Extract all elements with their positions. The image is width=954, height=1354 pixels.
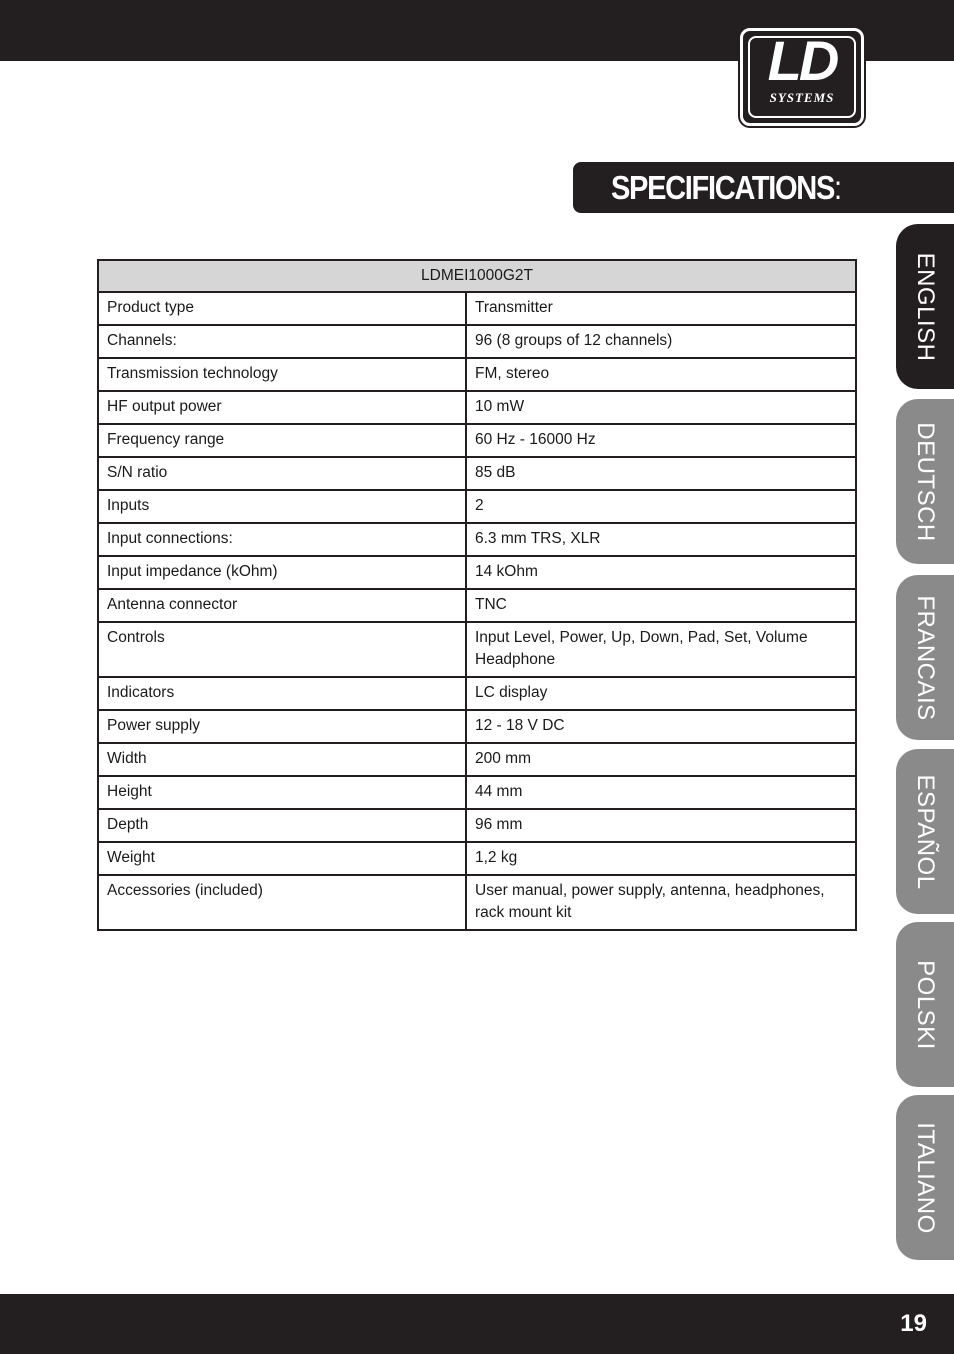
spec-key: Inputs — [98, 490, 466, 523]
model-name-header: LDMEI1000G2T — [98, 260, 856, 292]
table-row — [98, 776, 856, 809]
spec-key: Antenna connector — [98, 589, 466, 622]
tab-italiano-label: ITALIANO — [912, 1121, 939, 1234]
spec-value: 96 (8 groups of 12 channels) — [466, 325, 856, 358]
spec-key: Input connections: — [98, 523, 466, 556]
spec-key: HF output power — [98, 391, 466, 424]
spec-value: 10 mW — [466, 391, 856, 424]
tab-polski-label: POLSKI — [912, 959, 939, 1050]
table-row — [98, 292, 856, 325]
spec-key: Depth — [98, 809, 466, 842]
table-row — [98, 391, 856, 424]
table-row — [98, 677, 856, 710]
spec-value: 44 mm — [466, 776, 856, 809]
section-title-text: SPECIFICATIONS — [611, 169, 835, 206]
table-row — [98, 457, 856, 490]
spec-value: 6.3 mm TRS, XLR — [466, 523, 856, 556]
section-title-colon: : — [834, 169, 843, 206]
tab-francais[interactable] — [896, 575, 954, 740]
tab-english-label: ENGLISH — [912, 252, 939, 361]
spec-value: 60 Hz - 16000 Hz — [466, 424, 856, 457]
page-number: 19 — [900, 1310, 927, 1337]
tab-deutsch-label: DEUTSCH — [912, 421, 939, 542]
tab-espanol-label: ESPAÑOL — [912, 773, 939, 890]
spec-value: 2 — [466, 490, 856, 523]
table-row — [98, 490, 856, 523]
spec-key: Frequency range — [98, 424, 466, 457]
tab-francais-label: FRANCAIS — [912, 594, 939, 721]
table-row — [98, 743, 856, 776]
spec-value: 14 kOhm — [466, 556, 856, 589]
spec-value: TNC — [466, 589, 856, 622]
spec-key: S/N ratio — [98, 457, 466, 490]
table-row — [98, 523, 856, 556]
table-row — [98, 809, 856, 842]
spec-key: Input impedance (kOhm) — [98, 556, 466, 589]
tab-espanol[interactable] — [896, 749, 954, 914]
spec-key: Weight — [98, 842, 466, 875]
spec-value: 85 dB — [466, 457, 856, 490]
spec-value: User manual, power supply, antenna, headphones, rack mount kit — [466, 875, 856, 930]
table-row — [98, 875, 856, 930]
tab-english[interactable] — [896, 224, 954, 389]
spec-value: Transmitter — [466, 292, 856, 325]
tab-deutsch[interactable] — [896, 399, 954, 564]
table-row — [98, 325, 856, 358]
table-row — [98, 556, 856, 589]
table-row — [98, 622, 856, 677]
spec-key: Channels: — [98, 325, 466, 358]
logo-sub-text: SYSTEMS — [769, 90, 835, 105]
spec-value: FM, stereo — [466, 358, 856, 391]
spec-key: Width — [98, 743, 466, 776]
table-row — [98, 589, 856, 622]
spec-value: 12 - 18 V DC — [466, 710, 856, 743]
table-row — [98, 710, 856, 743]
spec-value: 96 mm — [466, 809, 856, 842]
spec-key: Accessories (included) — [98, 875, 466, 930]
table-row — [98, 358, 856, 391]
spec-key: Indicators — [98, 677, 466, 710]
spec-key: Height — [98, 776, 466, 809]
spec-key: Power supply — [98, 710, 466, 743]
spec-value: 200 mm — [466, 743, 856, 776]
section-title — [611, 168, 842, 208]
bottom-footer-bar — [0, 1294, 954, 1354]
spec-key: Product type — [98, 292, 466, 325]
spec-value: 1,2 kg — [466, 842, 856, 875]
table-row — [98, 842, 856, 875]
spec-value: Input Level, Power, Up, Down, Pad, Set, Volume Headphone — [466, 622, 856, 677]
tab-italiano[interactable] — [896, 1095, 954, 1260]
spec-key: Controls — [98, 622, 466, 677]
table-row — [98, 424, 856, 457]
spec-key: Transmission technology — [98, 358, 466, 391]
spec-value: LC display — [466, 677, 856, 710]
specifications-table — [97, 259, 857, 931]
tab-polski[interactable] — [896, 922, 954, 1087]
logo-main-text: LD — [767, 29, 837, 92]
table-header-row — [98, 260, 856, 292]
ld-systems-logo — [740, 28, 864, 126]
section-title-banner — [573, 162, 954, 213]
